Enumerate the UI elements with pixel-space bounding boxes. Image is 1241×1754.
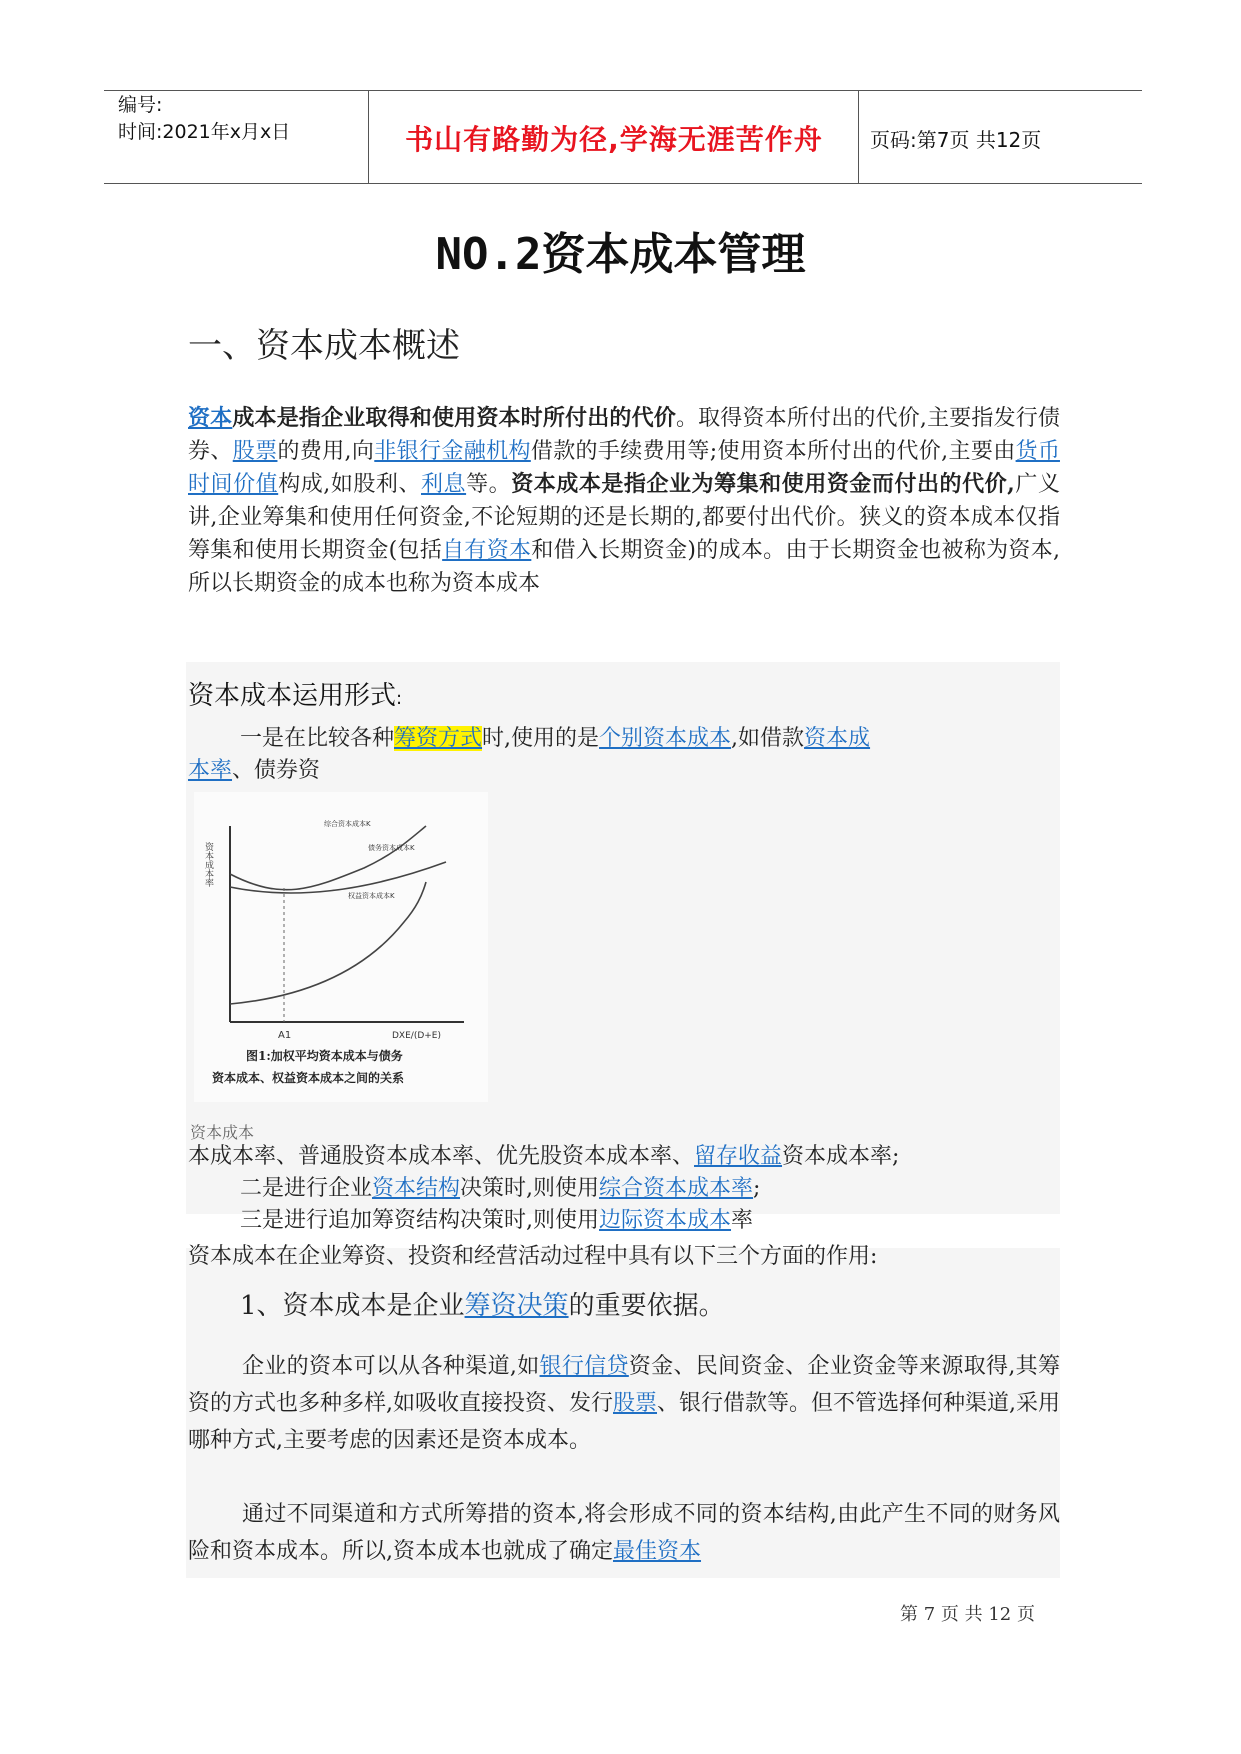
text-run: 企业的资本可以从各种渠道,如	[242, 1354, 540, 1379]
inline-link[interactable]: 银行信贷	[539, 1354, 629, 1379]
text-run: 、债券资	[232, 758, 321, 783]
text-run: 和借入长期资金)的成本。由于长期资金也被称为资本,所以长期资金的成本也称为资本成本	[188, 538, 1060, 596]
point1-paragraph-2	[188, 1496, 1060, 1570]
usage-heading	[188, 675, 402, 712]
text-run: 率	[731, 1208, 754, 1233]
y-axis-label: 资本成本率	[203, 842, 213, 887]
curve-overall-cost	[230, 826, 426, 890]
usage-line-4	[240, 1172, 760, 1205]
usage-line-5	[240, 1204, 753, 1237]
inline-link[interactable]: 自有资本	[442, 538, 532, 563]
text-run: 的费用,向	[277, 439, 375, 464]
text-run: 构成,如股利、	[278, 472, 421, 497]
intro-paragraph	[188, 402, 1060, 600]
header-page-info: 页码:第7页 共12页	[870, 128, 1042, 152]
text-run: 决策时,则使用	[460, 1176, 600, 1201]
inline-link[interactable]: 留存收益	[694, 1144, 783, 1169]
inline-link[interactable]: 综合资本成本率	[599, 1176, 754, 1201]
usage-line-3	[188, 1140, 899, 1173]
curve-equity-cost	[230, 882, 426, 1004]
figure-caption-line-2: 资本成本、权益资本成本之间的关系	[212, 1071, 405, 1085]
text-run: 本成本率、普通股资本成本率、优先股资本成本率、	[188, 1144, 695, 1169]
header-divider-2	[858, 90, 859, 184]
figure-image	[194, 792, 488, 1102]
inline-link[interactable]: 股票	[232, 439, 278, 464]
text-run: 资本成本率;	[782, 1144, 900, 1169]
text-run: 成本是指企业取得和使用资本时所付出的代价	[232, 405, 676, 431]
text-run: 资本成本在企业筹资、投资和经营活动过程中具有以下三个方面的作用:	[188, 1244, 878, 1269]
inline-link[interactable]: 筹资决策	[464, 1291, 569, 1321]
usage-heading-colon: :	[396, 688, 403, 709]
header-divider-1	[368, 90, 369, 184]
inline-link[interactable]: 资本结构	[372, 1176, 461, 1201]
usage-line-1	[240, 722, 870, 755]
x-axis-label: DXE/(D+E)	[392, 1031, 441, 1041]
x-tick-a1: A1	[278, 1030, 292, 1041]
inline-link[interactable]: 本率	[188, 758, 233, 783]
inline-link[interactable]: 筹资方式	[394, 726, 483, 751]
usage-line-6	[188, 1240, 877, 1273]
inline-link[interactable]: 资本成	[804, 726, 871, 751]
header-top-rule	[104, 90, 1142, 91]
usage-heading-text: 资本成本运用形式	[188, 681, 397, 711]
inline-link[interactable]: 边际资本成本	[599, 1208, 732, 1233]
inline-link[interactable]: 个别资本成本	[599, 726, 732, 751]
inline-link[interactable]: 最佳资本	[613, 1539, 702, 1564]
text-run: 三是进行追加筹资结构决策时,则使用	[240, 1208, 599, 1233]
page-footer: 第 7 页 共 12 页	[900, 1604, 1035, 1625]
text-run: 时,使用的是	[482, 726, 600, 751]
header-bottom-rule	[104, 183, 1142, 184]
inline-link[interactable]: 股票	[613, 1391, 658, 1416]
inline-link[interactable]: 货币时间价值	[188, 439, 1060, 497]
inline-link[interactable]: 非银行金融机构	[374, 439, 531, 464]
curve-overall-label: 综合资本成本K	[324, 820, 371, 828]
time-label: 时间:2021年x月x日	[118, 121, 291, 143]
header-meta	[118, 92, 290, 146]
text-run: 、银行借款等。但不管选择何种渠道,采用哪种方式,主要考虑的因素还是资本成本。	[188, 1391, 1061, 1453]
image-caption: 资本成本	[190, 1123, 255, 1142]
header-motto: 书山有路勤为径,学海无涯苦作舟	[405, 123, 823, 156]
curve-equity-label: 权益资本成本K	[348, 892, 395, 900]
text-run: ;	[753, 1176, 761, 1201]
text-run: ,如借款	[731, 726, 805, 751]
cost-curve-chart	[194, 792, 488, 1102]
curve-debt-label: 债务资本成本K	[368, 844, 415, 852]
text-run: 等。	[466, 472, 512, 497]
text-run: 资本成本是指企业为筹集和使用资金而付出的代价,	[511, 471, 1015, 497]
text-run: 的重要依据。	[568, 1291, 725, 1321]
inline-link[interactable]: 资本	[188, 405, 233, 431]
text-run: 二是进行企业	[240, 1176, 373, 1201]
figure-caption-line-1: 图1:加权平均资本成本与债务	[246, 1049, 403, 1063]
text-run: 。取得资本所付出的代价,主要指发行债券、	[188, 406, 1060, 464]
number-label: 编号:	[118, 94, 163, 116]
text-run: 广义讲,企业筹集和使用任何资金,不论短期的还是长期的,都要付出代价。狭义的资本成本仅指筹集和使用长期资金(包括	[188, 472, 1060, 563]
text-run: 通过不同渠道和方式所筹措的资本,将会形成不同的资本结构,由此产生不同的财务风险和资本成本。所以,资本成本也就成了确定	[188, 1502, 1060, 1564]
point1-heading	[240, 1288, 725, 1324]
text-run: 1、资本成本是企业	[240, 1291, 465, 1321]
section-heading: 一、资本成本概述	[188, 326, 460, 366]
text-run: 借款的手续费用等;使用资本所付出的代价,主要由	[530, 439, 1016, 464]
usage-line-2	[188, 754, 320, 787]
point1-paragraph-1	[188, 1348, 1060, 1459]
text-run: 资金、民间资金、企业资金等来源取得,其筹资的方式也多种多样,如吸收直接投资、发行	[188, 1354, 1060, 1416]
inline-link[interactable]: 利息	[421, 472, 467, 497]
document-title: NO.2资本成本管理	[435, 229, 806, 280]
text-run: 一是在比较各种	[240, 726, 395, 751]
